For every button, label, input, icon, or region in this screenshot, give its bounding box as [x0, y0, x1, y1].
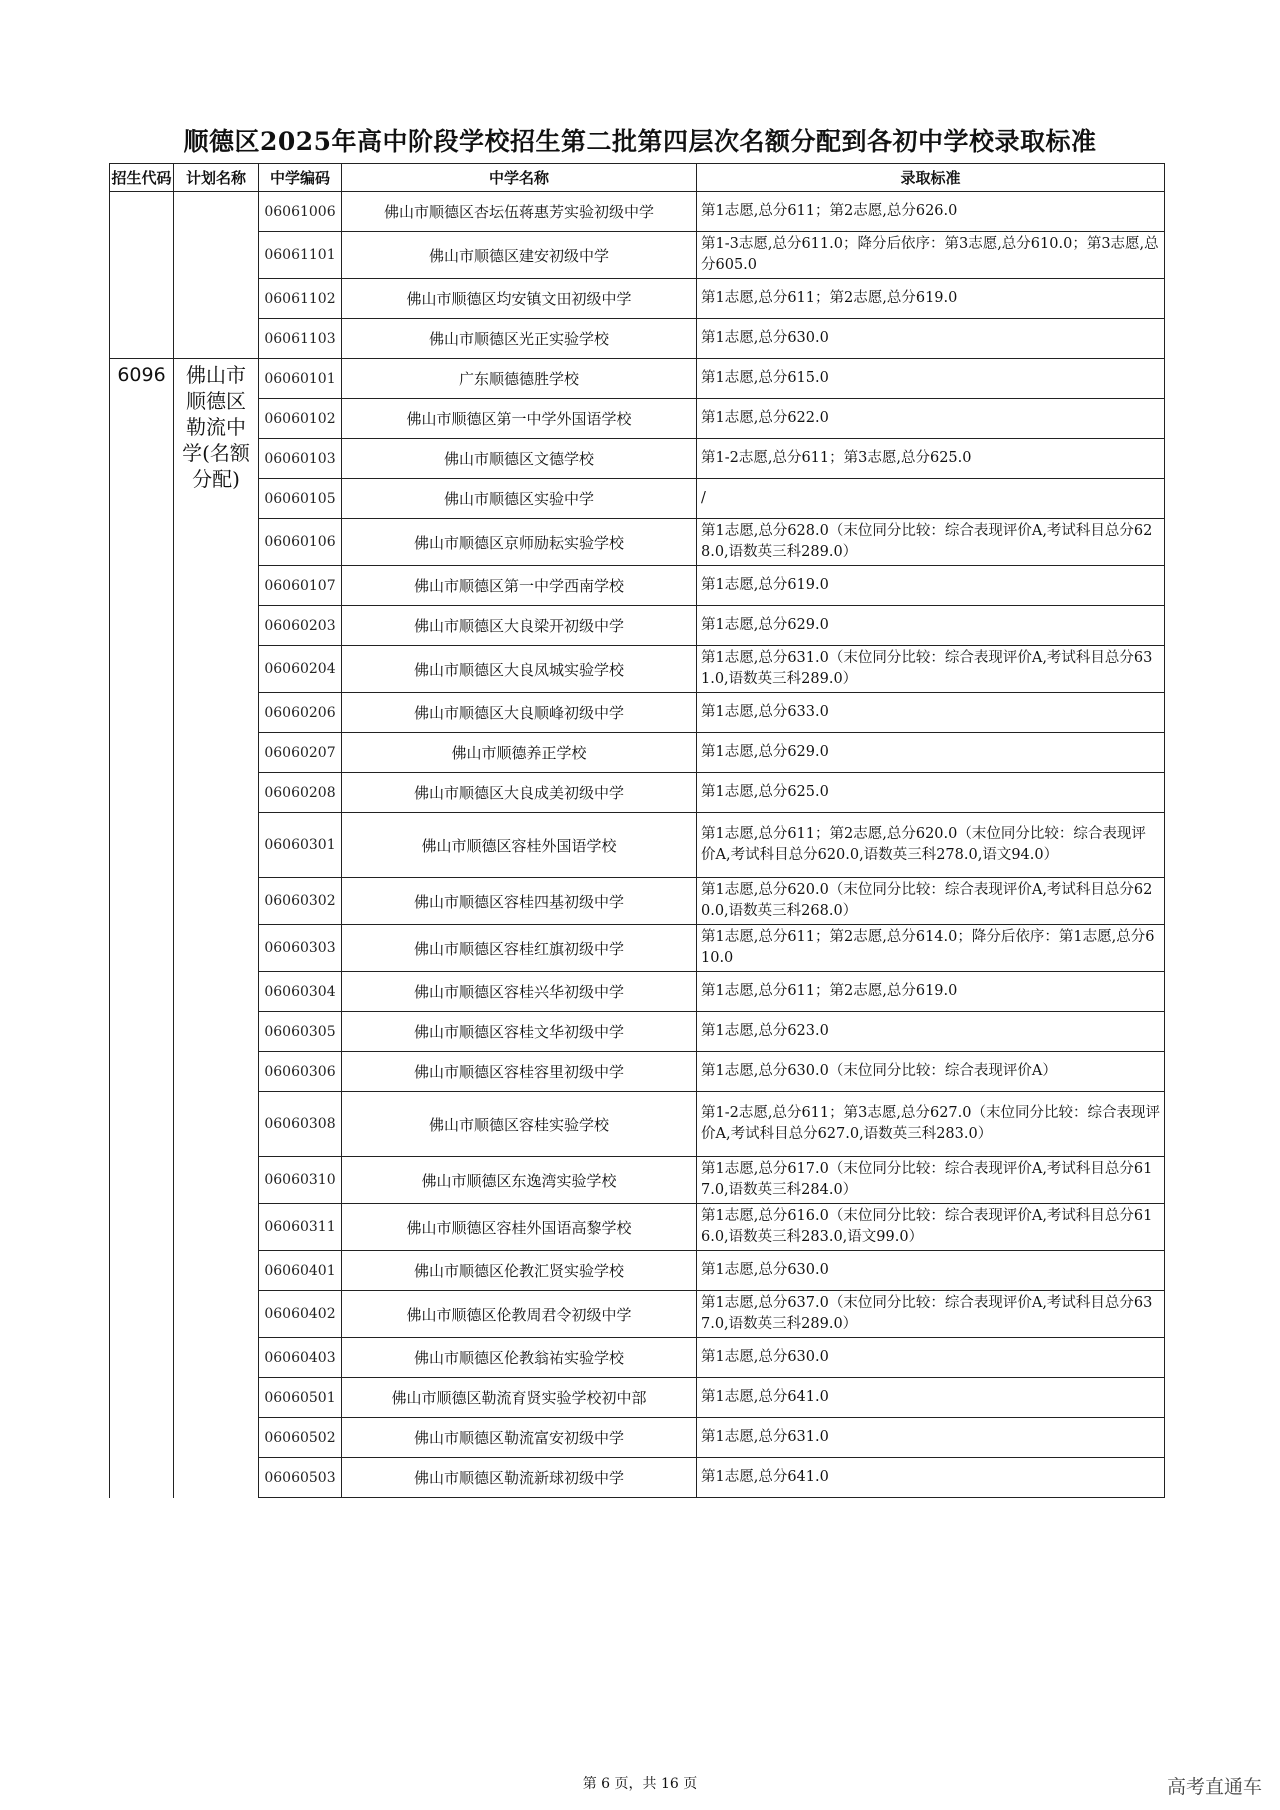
- admission-standard: 第1志愿,总分622.0: [697, 399, 1165, 439]
- table-row: [110, 733, 1165, 773]
- admission-standard: /: [697, 479, 1165, 519]
- school-name: 佛山市顺德区容桂外国语高黎学校: [342, 1204, 697, 1251]
- table-row: [110, 439, 1165, 479]
- school-name: 佛山市顺德区容桂实验学校: [342, 1092, 697, 1157]
- school-name: 佛山市顺德区京师励耘实验学校: [342, 519, 697, 566]
- school-code: 06060403: [259, 1338, 342, 1378]
- plan-name-cell-continued: [174, 192, 259, 359]
- school-code: 06061006: [259, 192, 342, 232]
- school-name: 佛山市顺德区建安初级中学: [342, 232, 697, 279]
- school-code: 06060402: [259, 1291, 342, 1338]
- school-name: 佛山市顺德区大良梁开初级中学: [342, 606, 697, 646]
- school-code: 06060106: [259, 519, 342, 566]
- plan-code-cell-continued: [110, 192, 174, 359]
- table-row: [110, 878, 1165, 925]
- school-code: 06060305: [259, 1012, 342, 1052]
- school-name: 佛山市顺德区伦教汇贤实验学校: [342, 1251, 697, 1291]
- admission-standard: 第1志愿,总分633.0: [697, 693, 1165, 733]
- table-row: [110, 925, 1165, 972]
- table-row: [110, 1052, 1165, 1092]
- admission-standard: 第1志愿,总分630.0: [697, 1251, 1165, 1291]
- admission-standard: 第1志愿,总分611；第2志愿,总分620.0（末位同分比较：综合表现评价A,考试科目总分620.0,语数英三科278.0,语文94.0）: [697, 813, 1165, 878]
- school-code: 06060204: [259, 646, 342, 693]
- school-name: 佛山市顺德区大良顺峰初级中学: [342, 693, 697, 733]
- school-code: 06060311: [259, 1204, 342, 1251]
- school-name: 广东顺德德胜学校: [342, 359, 697, 399]
- admission-standard: 第1志愿,总分617.0（末位同分比较：综合表现评价A,考试科目总分617.0,语数英三科284.0）: [697, 1157, 1165, 1204]
- table-row: [110, 399, 1165, 439]
- admission-standard: 第1-3志愿,总分611.0；降分后依序：第3志愿,总分610.0；第3志愿,总分605.0: [697, 232, 1165, 279]
- school-code: 06060308: [259, 1092, 342, 1157]
- school-code: 06060303: [259, 925, 342, 972]
- school-name: 佛山市顺德区勒流育贤实验学校初中部: [342, 1378, 697, 1418]
- school-code: 06060203: [259, 606, 342, 646]
- school-code: 06061101: [259, 232, 342, 279]
- table-row: [110, 1204, 1165, 1251]
- admission-standard: 第1志愿,总分619.0: [697, 566, 1165, 606]
- admission-standard: 第1志愿,总分623.0: [697, 1012, 1165, 1052]
- plan-code: 6096: [110, 359, 174, 1498]
- school-code: 06060206: [259, 693, 342, 733]
- header-school-name: 中学名称: [342, 164, 697, 192]
- table-row: [110, 1251, 1165, 1291]
- school-name: 佛山市顺德区第一中学外国语学校: [342, 399, 697, 439]
- school-name: 佛山市顺德区容桂四基初级中学: [342, 878, 697, 925]
- table-row: [110, 279, 1165, 319]
- admission-standard: 第1志愿,总分620.0（末位同分比较：综合表现评价A,考试科目总分620.0,语数英三科268.0）: [697, 878, 1165, 925]
- school-name: 佛山市顺德区容桂红旗初级中学: [342, 925, 697, 972]
- school-code: 06060401: [259, 1251, 342, 1291]
- admission-standard: 第1志愿,总分630.0（末位同分比较：综合表现评价A）: [697, 1052, 1165, 1092]
- school-name: 佛山市顺德区勒流富安初级中学: [342, 1418, 697, 1458]
- school-name: 佛山市顺德区东逸湾实验学校: [342, 1157, 697, 1204]
- table-row: [110, 1338, 1165, 1378]
- school-code: 06060208: [259, 773, 342, 813]
- table-row: [110, 813, 1165, 878]
- header-plan-name: 计划名称: [174, 164, 259, 192]
- admission-standard: 第1志愿,总分611；第2志愿,总分626.0: [697, 192, 1165, 232]
- school-code: 06061103: [259, 319, 342, 359]
- admission-standard: 第1志愿,总分629.0: [697, 606, 1165, 646]
- table-row: [110, 566, 1165, 606]
- table-row: [110, 773, 1165, 813]
- table-row: [110, 1291, 1165, 1338]
- table-row: [110, 1012, 1165, 1052]
- school-name: 佛山市顺德区杏坛伍蒋惠芳实验初级中学: [342, 192, 697, 232]
- school-name: 佛山市顺德区光正实验学校: [342, 319, 697, 359]
- school-name: 佛山市顺德区伦教翁祐实验学校: [342, 1338, 697, 1378]
- school-code: 06060502: [259, 1418, 342, 1458]
- school-name: 佛山市顺德区容桂文华初级中学: [342, 1012, 697, 1052]
- page-number: 第 6 页，共 16 页: [582, 1776, 698, 1792]
- plan-name: 佛山市顺德区勒流中学(名额分配): [174, 359, 259, 1498]
- school-code: 06060107: [259, 566, 342, 606]
- school-code: 06060501: [259, 1378, 342, 1418]
- table-row: [110, 646, 1165, 693]
- table-row: [110, 1458, 1165, 1498]
- school-name: 佛山市顺德区实验中学: [342, 479, 697, 519]
- table-row: [110, 479, 1165, 519]
- school-code: 06060304: [259, 972, 342, 1012]
- admission-standard: 第1志愿,总分630.0: [697, 1338, 1165, 1378]
- header-admission-standard: 录取标准: [697, 164, 1165, 192]
- table-row: [110, 319, 1165, 359]
- school-code: 06060503: [259, 1458, 342, 1498]
- header-school-code: 中学编码: [259, 164, 342, 192]
- school-code: 06060101: [259, 359, 342, 399]
- table-row: [110, 1418, 1165, 1458]
- school-name: 佛山市顺德区文德学校: [342, 439, 697, 479]
- admission-standard: 第1志愿,总分630.0: [697, 319, 1165, 359]
- school-name: 佛山市顺德养正学校: [342, 733, 697, 773]
- school-code: 06060301: [259, 813, 342, 878]
- table-row: [110, 693, 1165, 733]
- admission-standard: 第1志愿,总分611；第2志愿,总分614.0；降分后依序：第1志愿,总分610.0: [697, 925, 1165, 972]
- page-title: 顺德区2025年高中阶段学校招生第二批第四层次名额分配到各初中学校录取标准: [183, 127, 1097, 156]
- admission-standard: 第1志愿,总分625.0: [697, 773, 1165, 813]
- school-code: 06060207: [259, 733, 342, 773]
- admission-standard: 第1志愿,总分616.0（末位同分比较：综合表现评价A,考试科目总分616.0,语数英三科283.0,语文99.0）: [697, 1204, 1165, 1251]
- admission-standard: 第1志愿,总分631.0（末位同分比较：综合表现评价A,考试科目总分631.0,语数英三科289.0）: [697, 646, 1165, 693]
- admission-standard: 第1志愿,总分641.0: [697, 1378, 1165, 1418]
- admission-standard: 第1志愿,总分611；第2志愿,总分619.0: [697, 279, 1165, 319]
- school-name: 佛山市顺德区大良成美初级中学: [342, 773, 697, 813]
- school-code: 06060102: [259, 399, 342, 439]
- school-name: 佛山市顺德区大良凤城实验学校: [342, 646, 697, 693]
- watermark: 高考直通车: [1166, 1776, 1262, 1798]
- admission-standard: 第1志愿,总分615.0: [697, 359, 1165, 399]
- admission-standard: 第1志愿,总分611；第2志愿,总分619.0: [697, 972, 1165, 1012]
- table-row: [110, 1092, 1165, 1157]
- admission-standard: 第1志愿,总分631.0: [697, 1418, 1165, 1458]
- table-row: [110, 359, 1165, 399]
- admission-standard: 第1-2志愿,总分611；第3志愿,总分625.0: [697, 439, 1165, 479]
- school-name: 佛山市顺德区容桂兴华初级中学: [342, 972, 697, 1012]
- school-code: 06061102: [259, 279, 342, 319]
- school-name: 佛山市顺德区伦教周君令初级中学: [342, 1291, 697, 1338]
- school-code: 06060103: [259, 439, 342, 479]
- school-code: 06060105: [259, 479, 342, 519]
- table-row: [110, 606, 1165, 646]
- table-row: [110, 1378, 1165, 1418]
- school-code: 06060310: [259, 1157, 342, 1204]
- school-code: 06060306: [259, 1052, 342, 1092]
- table-row: [110, 1157, 1165, 1204]
- school-name: 佛山市顺德区容桂外国语学校: [342, 813, 697, 878]
- admission-standard: 第1志愿,总分628.0（末位同分比较：综合表现评价A,考试科目总分628.0,语数英三科289.0）: [697, 519, 1165, 566]
- table-row: [110, 192, 1165, 232]
- admission-standard: 第1志愿,总分641.0: [697, 1458, 1165, 1498]
- school-name: 佛山市顺德区均安镇文田初级中学: [342, 279, 697, 319]
- table-header-row: [110, 164, 1165, 192]
- school-name: 佛山市顺德区第一中学西南学校: [342, 566, 697, 606]
- school-name: 佛山市顺德区勒流新球初级中学: [342, 1458, 697, 1498]
- table-row: [110, 972, 1165, 1012]
- admission-standard: 第1志愿,总分637.0（末位同分比较：综合表现评价A,考试科目总分637.0,语数英三科289.0）: [697, 1291, 1165, 1338]
- admission-standard: 第1志愿,总分629.0: [697, 733, 1165, 773]
- school-code: 06060302: [259, 878, 342, 925]
- admission-standard: 第1-2志愿,总分611；第3志愿,总分627.0（末位同分比较：综合表现评价A,考试科目总分627.0,语数英三科283.0）: [697, 1092, 1165, 1157]
- school-name: 佛山市顺德区容桂容里初级中学: [342, 1052, 697, 1092]
- table-row: [110, 232, 1165, 279]
- table-row: [110, 519, 1165, 566]
- admission-table: [109, 163, 1165, 1498]
- header-plan-code: 招生代码: [110, 164, 174, 192]
